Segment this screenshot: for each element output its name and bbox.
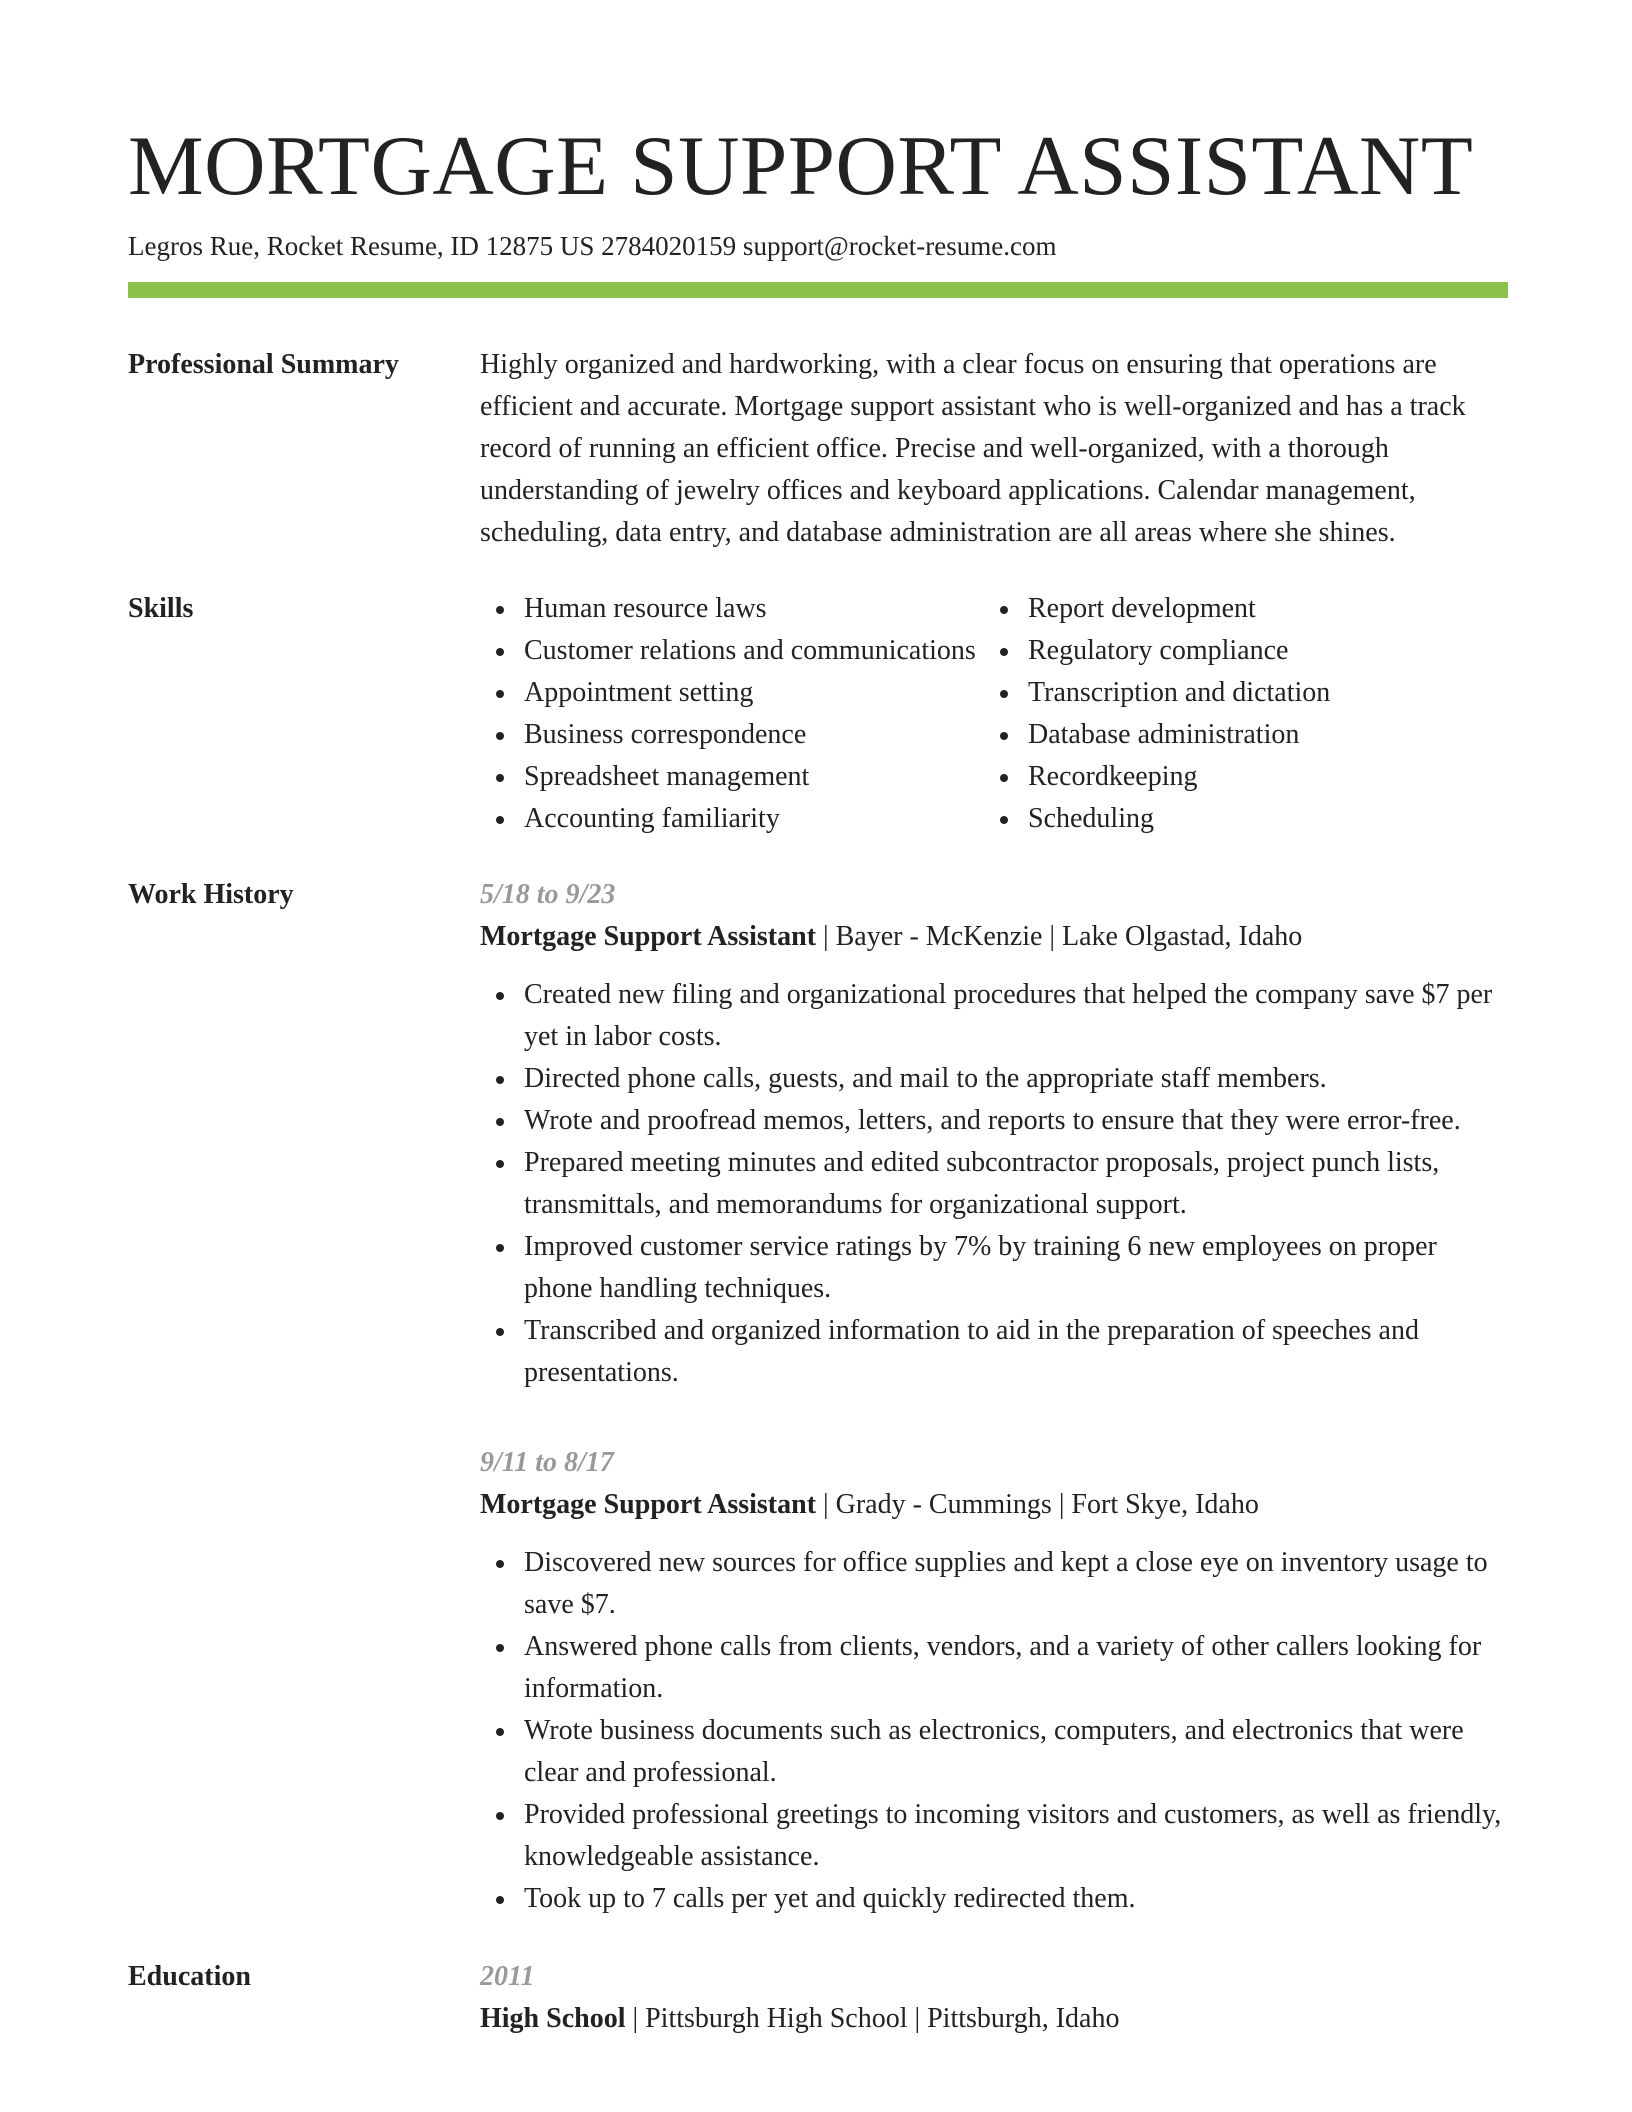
skills-grid bbox=[480, 588, 1508, 840]
job-bullet bbox=[480, 1878, 1508, 1920]
skill-item bbox=[984, 588, 1330, 630]
job-bullet-text: Transcribed and organized information to aid in the preparation of speeches and presentations. bbox=[524, 1315, 1419, 1388]
education-details: | Pittsburgh High School | Pittsburgh, Idaho bbox=[625, 2003, 1120, 2034]
education-degree: High School bbox=[480, 2003, 626, 2034]
summary-label: Professional Summary bbox=[128, 349, 399, 380]
job-bullet bbox=[480, 1542, 1508, 1626]
skill-text: Regulatory compliance bbox=[1028, 635, 1289, 666]
summary-text: Highly organized and hardworking, with a clear focus on ensuring that operations are efficient and accurate. Mortgage support assistant who is well-organized and has a track record of running an efficient office. Precise and well-organized, with a thorough understanding of jewelry offices and keyboard applications. Calendar management, scheduling, data entry, and database administration are all areas where she shines. bbox=[480, 349, 1466, 548]
job-title: Mortgage Support Assistant bbox=[480, 921, 817, 952]
skill-item bbox=[480, 672, 984, 714]
job-details: | Grady - Cummings | Fort Skye, Idaho bbox=[816, 1489, 1259, 1520]
skill-item bbox=[480, 630, 984, 672]
skill-item bbox=[480, 588, 984, 630]
skills-body bbox=[480, 588, 1508, 840]
job-bullet bbox=[480, 1794, 1508, 1878]
job-entry bbox=[480, 1442, 1508, 1920]
accent-divider bbox=[128, 282, 1508, 298]
job-bullet-text: Provided professional greetings to incoming visitors and customers, as well as friendly, knowledgeable assistance. bbox=[524, 1799, 1502, 1872]
bullet-icon bbox=[496, 992, 504, 1000]
contact-line: Legros Rue, Rocket Resume, ID 12875 US 2784020159 support@rocket-resume.com bbox=[128, 231, 1057, 261]
skill-item bbox=[480, 798, 984, 840]
job-dates: 9/11 to 8/17 bbox=[480, 1447, 614, 1478]
summary-section bbox=[128, 344, 1508, 554]
skill-item bbox=[480, 756, 984, 798]
bullet-icon bbox=[496, 690, 504, 698]
bullet-icon bbox=[496, 1896, 504, 1904]
work-history-label: Work History bbox=[128, 879, 294, 910]
bullet-icon bbox=[1000, 606, 1008, 614]
bullet-icon bbox=[1000, 732, 1008, 740]
job-bullet bbox=[480, 1310, 1508, 1394]
bullet-icon bbox=[496, 1328, 504, 1336]
bullet-icon bbox=[496, 1076, 504, 1084]
bullet-icon bbox=[496, 606, 504, 614]
skill-text: Transcription and dictation bbox=[1028, 677, 1331, 708]
skills-section bbox=[128, 588, 1508, 840]
job-bullet bbox=[480, 1710, 1508, 1794]
skill-text: Scheduling bbox=[1028, 803, 1154, 834]
job-title-line bbox=[480, 1484, 1508, 1526]
job-bullet-text: Wrote and proofread memos, letters, and reports to ensure that they were error-free. bbox=[524, 1105, 1461, 1136]
skills-label: Skills bbox=[128, 593, 194, 624]
job-bullet bbox=[480, 974, 1508, 1058]
skill-text: Spreadsheet management bbox=[524, 761, 810, 792]
education-body bbox=[480, 1956, 1508, 2040]
skill-text: Business correspondence bbox=[524, 719, 807, 750]
skill-text: Appointment setting bbox=[524, 677, 754, 708]
bullet-icon bbox=[496, 1160, 504, 1168]
bullet-icon bbox=[496, 1118, 504, 1126]
job-bullet bbox=[480, 1142, 1508, 1226]
job-details: | Bayer - McKenzie | Lake Olgastad, Idaho bbox=[816, 921, 1303, 952]
job-title-line bbox=[480, 916, 1508, 958]
skill-item bbox=[984, 714, 1330, 756]
skill-item bbox=[480, 714, 984, 756]
bullet-icon bbox=[1000, 690, 1008, 698]
skills-column-right bbox=[984, 588, 1330, 840]
skills-column-left bbox=[480, 588, 984, 840]
job-bullet-text: Wrote business documents such as electronics, computers, and electronics that were clear and professional. bbox=[524, 1715, 1464, 1788]
skill-item bbox=[984, 756, 1330, 798]
job-bullet-text: Took up to 7 calls per yet and quickly redirected them. bbox=[524, 1883, 1136, 1914]
education-title-line bbox=[480, 1998, 1508, 2040]
job-bullets bbox=[480, 974, 1508, 1394]
job-bullet bbox=[480, 1226, 1508, 1310]
bullet-icon bbox=[496, 1728, 504, 1736]
skill-text: Database administration bbox=[1028, 719, 1300, 750]
job-bullet-text: Improved customer service ratings by 7% by training 6 new employees on proper phone handling techniques. bbox=[524, 1231, 1437, 1304]
job-title: Mortgage Support Assistant bbox=[480, 1489, 817, 1520]
job-dates: 5/18 to 9/23 bbox=[480, 879, 616, 910]
bullet-icon bbox=[1000, 648, 1008, 656]
bullet-icon bbox=[496, 648, 504, 656]
education-year: 2011 bbox=[480, 1961, 535, 1992]
job-bullet-text: Discovered new sources for office supplies and kept a close eye on inventory usage to save $7. bbox=[524, 1547, 1488, 1620]
job-bullet-text: Directed phone calls, guests, and mail to the appropriate staff members. bbox=[524, 1063, 1327, 1094]
skill-item bbox=[984, 672, 1330, 714]
skill-text: Customer relations and communications bbox=[524, 635, 976, 666]
bullet-icon bbox=[496, 774, 504, 782]
job-entry bbox=[480, 874, 1508, 1394]
skill-item bbox=[984, 798, 1330, 840]
summary-body bbox=[480, 344, 1508, 554]
bullet-icon bbox=[1000, 816, 1008, 824]
skill-text: Report development bbox=[1028, 593, 1256, 624]
bullet-icon bbox=[496, 1560, 504, 1568]
skill-text: Accounting familiarity bbox=[524, 803, 780, 834]
bullet-icon bbox=[496, 1644, 504, 1652]
bullet-icon bbox=[496, 732, 504, 740]
bullet-icon bbox=[496, 1812, 504, 1820]
work-history-section bbox=[128, 874, 1508, 1920]
job-bullets bbox=[480, 1542, 1508, 1920]
skill-text: Recordkeeping bbox=[1028, 761, 1198, 792]
job-bullet-text: Answered phone calls from clients, vendors, and a variety of other callers looking for information. bbox=[524, 1631, 1482, 1704]
education-section bbox=[128, 1956, 1508, 2040]
work-history-body bbox=[480, 874, 1508, 1920]
education-label: Education bbox=[128, 1961, 251, 1992]
job-bullet-text: Prepared meeting minutes and edited subcontractor proposals, project punch lists, transmittals, and memorandums for organizational support. bbox=[524, 1147, 1440, 1220]
bullet-icon bbox=[1000, 774, 1008, 782]
skill-text: Human resource laws bbox=[524, 593, 767, 624]
bullet-icon bbox=[496, 816, 504, 824]
skill-item bbox=[984, 630, 1330, 672]
job-bullet bbox=[480, 1626, 1508, 1710]
resume-name-heading: MORTGAGE SUPPORT ASSISTANT bbox=[128, 119, 1474, 213]
bullet-icon bbox=[496, 1244, 504, 1252]
job-bullet bbox=[480, 1058, 1508, 1100]
job-bullet-text: Created new filing and organizational procedures that helped the company save $7 per yet in labor costs. bbox=[524, 979, 1493, 1052]
job-bullet bbox=[480, 1100, 1508, 1142]
